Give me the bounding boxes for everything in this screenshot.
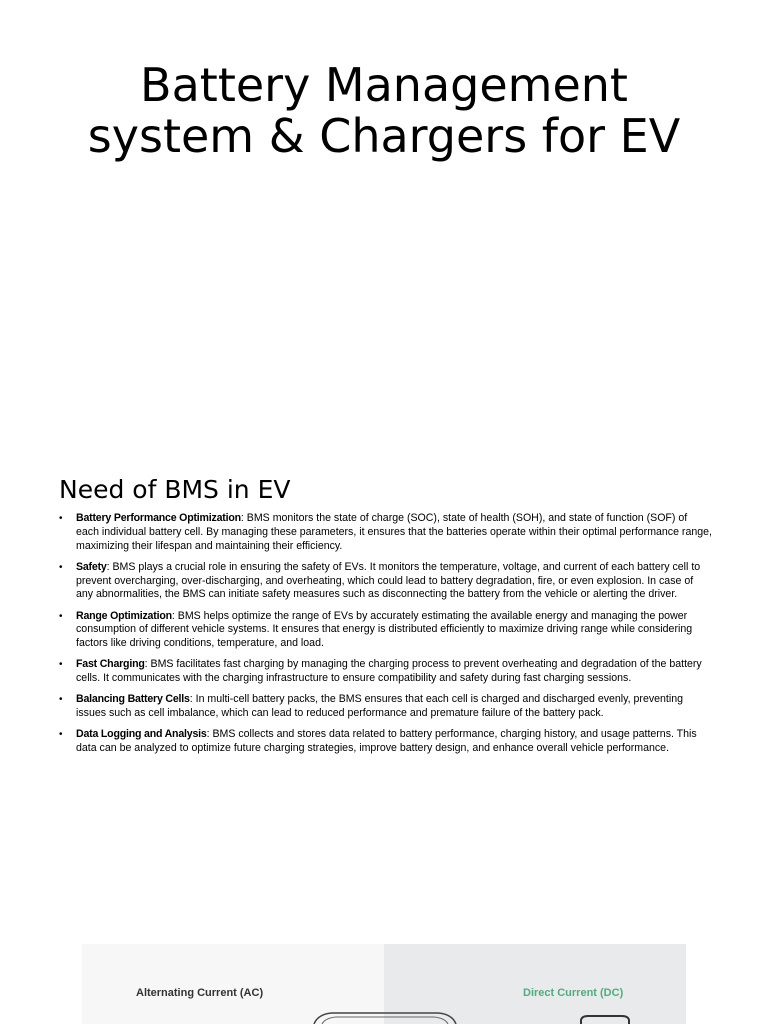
bullet-term: Balancing Battery Cells [76,693,190,706]
bullet-icon: • [59,694,63,706]
dc-label: Direct Current (DC) [523,987,624,999]
bullet-list [59,512,713,763]
bullet-term: Fast Charging [76,658,145,671]
bullet-text: : BMS helps optimize the range of EVs by accurately estimating the available energy and managing the power consumption of different vehicle systems. It ensures that energy is distributed efficiently to maximize driving range while considering factors like driving conditions, temperature, and load. [76,609,693,650]
bullet-text: : BMS facilitates fast charging by managing the charging process to prevent overheating and degradation of the battery cells. It communicates with the charging infrastructure to ensure compatibility and safety during fast charging sessions. [76,658,702,685]
bullet-text: : In multi-cell battery packs, the BMS ensures that each cell is charged and discharged evenly, preventing issues such as cell imbalance, which can lead to reduced performance and premature failure of the battery pack. [76,693,684,720]
list-item [59,728,713,756]
bullet-term: Safety [76,560,107,573]
bullet-icon: • [59,513,63,524]
bullet-text: : BMS plays a crucial role in ensuring the safety of EVs. It monitors the temperature, voltage, and current of each battery cell to prevent overcharging, over-discharging, and overheating, which could lead to battery degradation, fire, or even explosion. In case of any abnormalities, the BMS can initiate safety measures such as disconnecting the battery from the vehicle or alerting the driver. [76,560,701,601]
list-item [59,561,713,602]
bullet-icon: • [59,729,63,741]
bullet-term: Data Logging and Analysis [76,728,207,741]
page-title: Battery Management system & Chargers for EV [87,58,681,163]
dc-charger-outline [581,1016,629,1024]
bullet-text: : BMS collects and stores data related to battery performance, charging history, and usage patterns. This data can be analyzed to optimize future charging strategies, improve battery design, and enhance overall vehicle performance. [76,728,697,755]
bullet-icon: • [59,561,63,573]
section-heading: Need of BMS in EV [59,475,291,504]
list-item [59,512,713,553]
bullet-text: : BMS monitors the state of charge (SOC), state of health (SOH), and state of function (SOF) of each individual battery cell. By managing these parameters, it ensures that the batteries operate within their optimal performance range, maximizing their lifespan and maintaining their efficiency. [76,512,712,552]
list-item [59,693,713,721]
ac-label: Alternating Current (AC) [136,987,264,999]
bullet-term: Range Optimization [76,609,172,622]
ac-charger-outline [314,1013,456,1024]
ac-dc-charger-figure [82,944,686,1024]
list-item [59,610,713,651]
list-item [59,658,713,686]
bullet-icon: • [59,610,63,622]
ac-charger-inner-outline [322,1017,448,1024]
charger-illustration [82,944,686,1024]
bullet-term: Battery Performance Optimization [76,512,241,524]
bullet-icon: • [59,659,63,671]
